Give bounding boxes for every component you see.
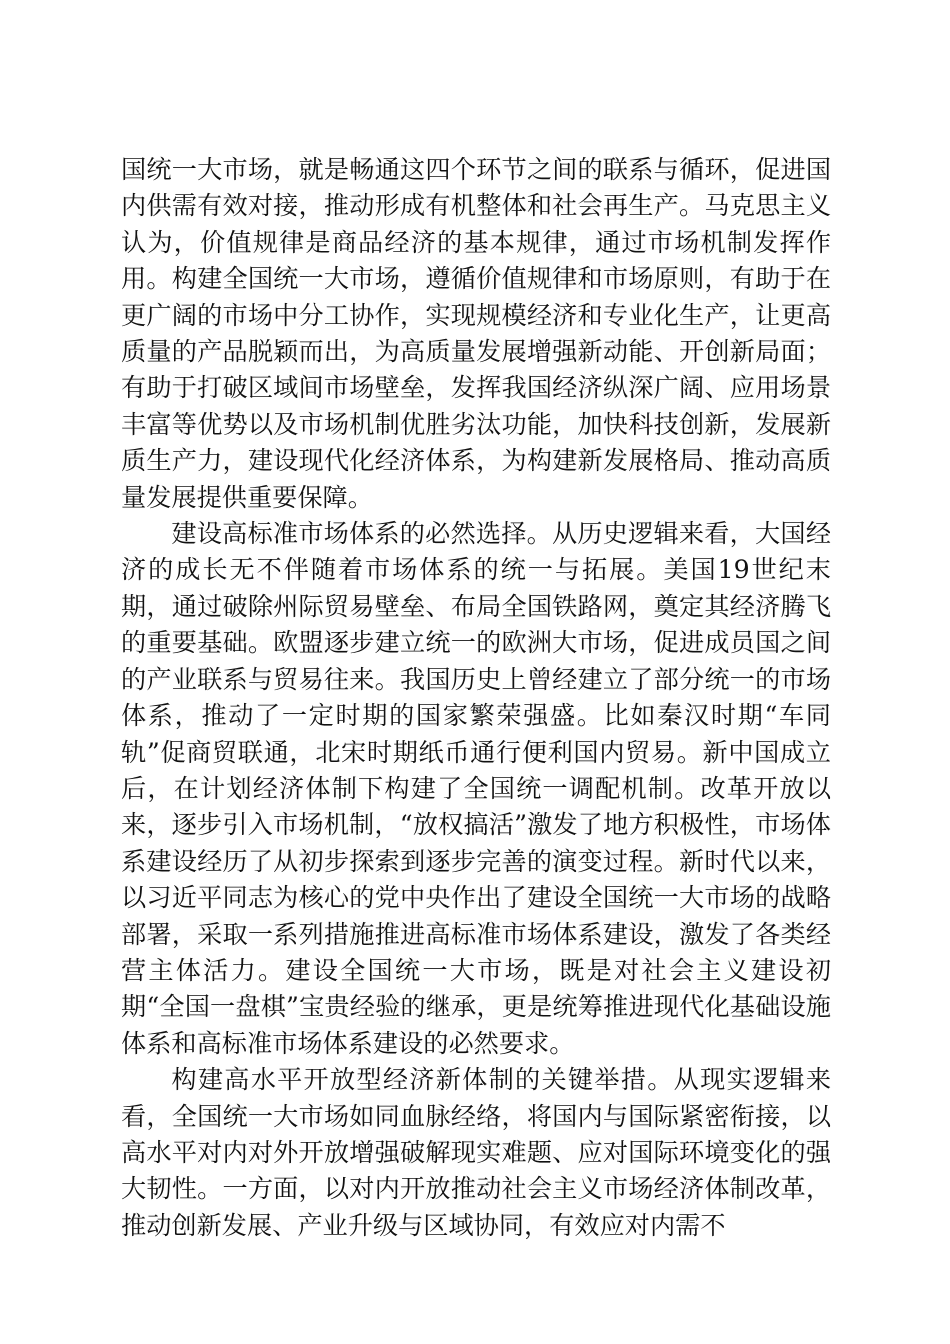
paragraph-high-standard-market-system: 建设高标准市场体系的必然选择。从历史逻辑来看，大国经济的成长无不伴随着市场体系的统一与拓展。美国19世纪末期，通过破除州际贸易壁垒、布局全国铁路网，奠定其经济腾飞的重要基础。欧盟逐步建立统一的欧洲大市场，促进成员国之间的产业联系与贸易往来。我国历史上曾经建立了部分统一的市场体系，推动了一定时期的国家繁荣强盛。比如秦汉时期“车同轨”促商贸联通，北宋时期纸币通行便利国内贸易。新中国成立后，在计划经济体制下构建了全国统一调配机制。改革开放以来，逐步引入市场机制，“放权搞活”激发了地方积极性，市场体系建设经历了从初步探索到逐步完善的演变过程。新时代以来，以习近平同志为核心的党中央作出了建设全国统一大市场的战略部署，采取一系列措施推进高标准市场体系建设，激发了各类经营主体活力。建设全国统一大市场，既是对社会主义建设初期“全国一盘棋”宝贵经验的继承，更是统筹推进现代化基础设施体系和高标准市场体系建设的必然要求。 (121, 519, 831, 1058)
paragraph-unified-market-intro: 国统一大市场，就是畅通这四个环节之间的联系与循环，促进国内供需有效对接，推动形成有机整体和社会再生产。马克思主义认为，价值规律是商品经济的基本规律，通过市场机制发挥作用。构建全国统一大市场，遵循价值规律和市场原则，有助于在更广阔的市场中分工协作，实现规模经济和专业化生产，让更高质量的产品脱颖而出，为高质量发展增强新动能、开创新局面；有助于打破区域间市场壁垒，发挥我国经济纵深广阔、应用场景丰富等优势以及市场机制优胜劣汰功能，加快科技创新，发展新质生产力，建设现代化经济体系，为构建新发展格局、推动高质量发展提供重要保障。 (121, 155, 831, 512)
paragraph-open-economy-system: 构建高水平开放型经济新体制的关键举措。从现实逻辑来看，全国统一大市场如同血脉经络，将国内与国际紧密衔接，以高水平对内对外开放增强破解现实难题、应对国际环境变化的强大韧性。一方面，以对内开放推动社会主义市场经济体制改革，推动创新发展、产业升级与区域协同，有效应对内需不 (121, 1065, 831, 1240)
document-body (121, 152, 831, 1244)
